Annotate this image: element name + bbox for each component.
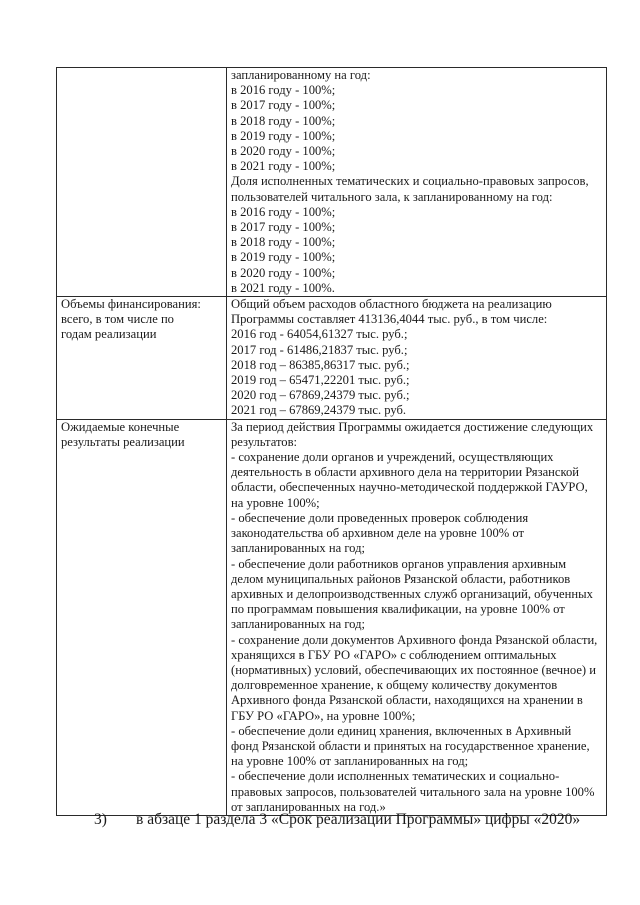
cell-text-line: результаты реализации (61, 434, 185, 449)
cell-text-line: в 2020 году - 100%; (231, 265, 336, 280)
cell-text-line: области, обеспеченных научно-методической поддержкой ГАУРО, (231, 480, 588, 495)
cell-text-line: хранящихся в ГБУ РО «ГАРО» с соблюдением оптимальных (231, 647, 557, 662)
cell-text-line: пользователей читального зала, к запланированному на год: (231, 189, 553, 204)
row-label-cell (57, 68, 227, 297)
cell-text-line: - обеспечение доли работников органов управления архивным (231, 556, 567, 571)
cell-text-line: Общий объем расходов областного бюджета на реализацию (231, 297, 552, 312)
cell-text-line: - сохранение доли документов Архивного фонда Рязанской области, (231, 632, 598, 647)
cell-text-line: 2020 год – 67869,24379 тыс. руб.; (231, 388, 410, 403)
program-passport-table (56, 67, 607, 816)
paragraph-number: 3) (94, 811, 107, 828)
table-row-expected-results (57, 419, 607, 815)
cell-text-line: годам реализации (61, 327, 157, 342)
cell-text-line: ГБУ РО «ГАРО», на уровне 100%; (231, 708, 416, 723)
cell-text-line: по программам повышения квалификации, на уровне 100% от (231, 602, 565, 617)
cell-text-line: Доля исполненных тематических и социально-правовых запросов, (231, 174, 589, 189)
cell-text-line: 2018 год – 86385,86317 тыс. руб.; (231, 357, 410, 372)
cell-text-line: в 2017 году - 100%; (231, 220, 336, 235)
cell-text-line: Ожидаемые конечные (61, 419, 180, 434)
paragraph-text: в абзаце 1 раздела 3 «Срок реализации Программы» цифры «2020» (136, 811, 581, 828)
cell-text-line: на уровне 100%; (231, 495, 320, 510)
cell-text-line: Архивного фонда Рязанской области, находящихся на хранении в (231, 693, 583, 708)
cell-text-line: долговременное хранение, к общему количеству документов (231, 678, 558, 693)
cell-text-line: запланированных на год; (231, 541, 366, 556)
cell-text-line: от запланированных на год.» (231, 799, 386, 814)
cell-text-line: запланированному на год: (231, 68, 371, 82)
cell-text-line: (нормативных) условий, обеспечивающих их постоянное (вечное) и (231, 662, 597, 677)
cell-text-line: в 2018 году - 100%; (231, 235, 336, 250)
row-content-cell (227, 419, 607, 815)
cell-text-line: результатов: (231, 434, 298, 449)
cell-text-line: Программы составляет 413136,4044 тыс. руб., в том числе: (231, 312, 548, 327)
cell-text-line: фонд Рязанской области и принятых на государственное хранение, (231, 738, 590, 753)
cell-text-line: законодательства об архивном деле на уровне 100% от (231, 526, 525, 541)
cell-text-line: - обеспечение доли единиц хранения, включенных в Архивный (231, 723, 572, 738)
cell-text-line: в 2020 году - 100%; (231, 144, 336, 159)
cell-text-line: запланированных на год; (231, 617, 366, 632)
cell-text-line: в 2017 году - 100%; (231, 98, 336, 113)
cell-text-line: в 2016 году - 100%; (231, 204, 336, 219)
cell-text-line: в 2021 году - 100%. (231, 280, 335, 295)
row-label-cell (57, 297, 227, 420)
row-content-cell (227, 297, 607, 420)
table-row-financing (57, 297, 607, 420)
cell-text-line: - обеспечение доли исполненных тематических и социально- (231, 769, 560, 784)
cell-text-line: делом муниципальных районов Рязанской области, работников (231, 571, 571, 586)
cell-text-line: архивных и делопроизводственных служб организаций, обученных (231, 586, 593, 601)
cell-text-line: всего, в том числе по (61, 312, 174, 327)
cell-text-line: За период действия Программы ожидается достижение следующих (231, 419, 594, 434)
cell-text-line: 2021 год – 67869,24379 тыс. руб. (231, 403, 407, 418)
table-row-indicators (57, 68, 607, 297)
cell-text-line: 2019 год – 65471,22201 тыс. руб.; (231, 373, 410, 388)
row-content-cell (227, 68, 607, 297)
amendment-paragraph (94, 811, 580, 829)
cell-text-line: в 2016 году - 100%; (231, 83, 336, 98)
cell-text-line: 2017 год - 61486,21837 тыс. руб.; (231, 342, 408, 357)
row-label-cell (57, 419, 227, 815)
cell-text-line: в 2021 году - 100%; (231, 159, 336, 174)
cell-text-line: в 2019 году - 100%; (231, 128, 336, 143)
cell-text-line: 2016 год - 64054,61327 тыс. руб.; (231, 327, 408, 342)
cell-text-line: на уровне 100% от запланированных на год; (231, 754, 469, 769)
cell-text-line: в 2019 году - 100%; (231, 250, 336, 265)
cell-text-line: в 2018 году - 100%; (231, 113, 336, 128)
cell-text-line: деятельность в области архивного дела на территории Рязанской (231, 465, 579, 480)
cell-text-line: Объемы финансирования: (61, 297, 201, 312)
cell-text-line: - сохранение доли органов и учреждений, осуществляющих (231, 450, 554, 465)
cell-text-line: правовых запросов, пользователей читального зала на уровне 100% (231, 784, 595, 799)
cell-text-line: - обеспечение доли проведенных проверок соблюдения (231, 510, 529, 525)
